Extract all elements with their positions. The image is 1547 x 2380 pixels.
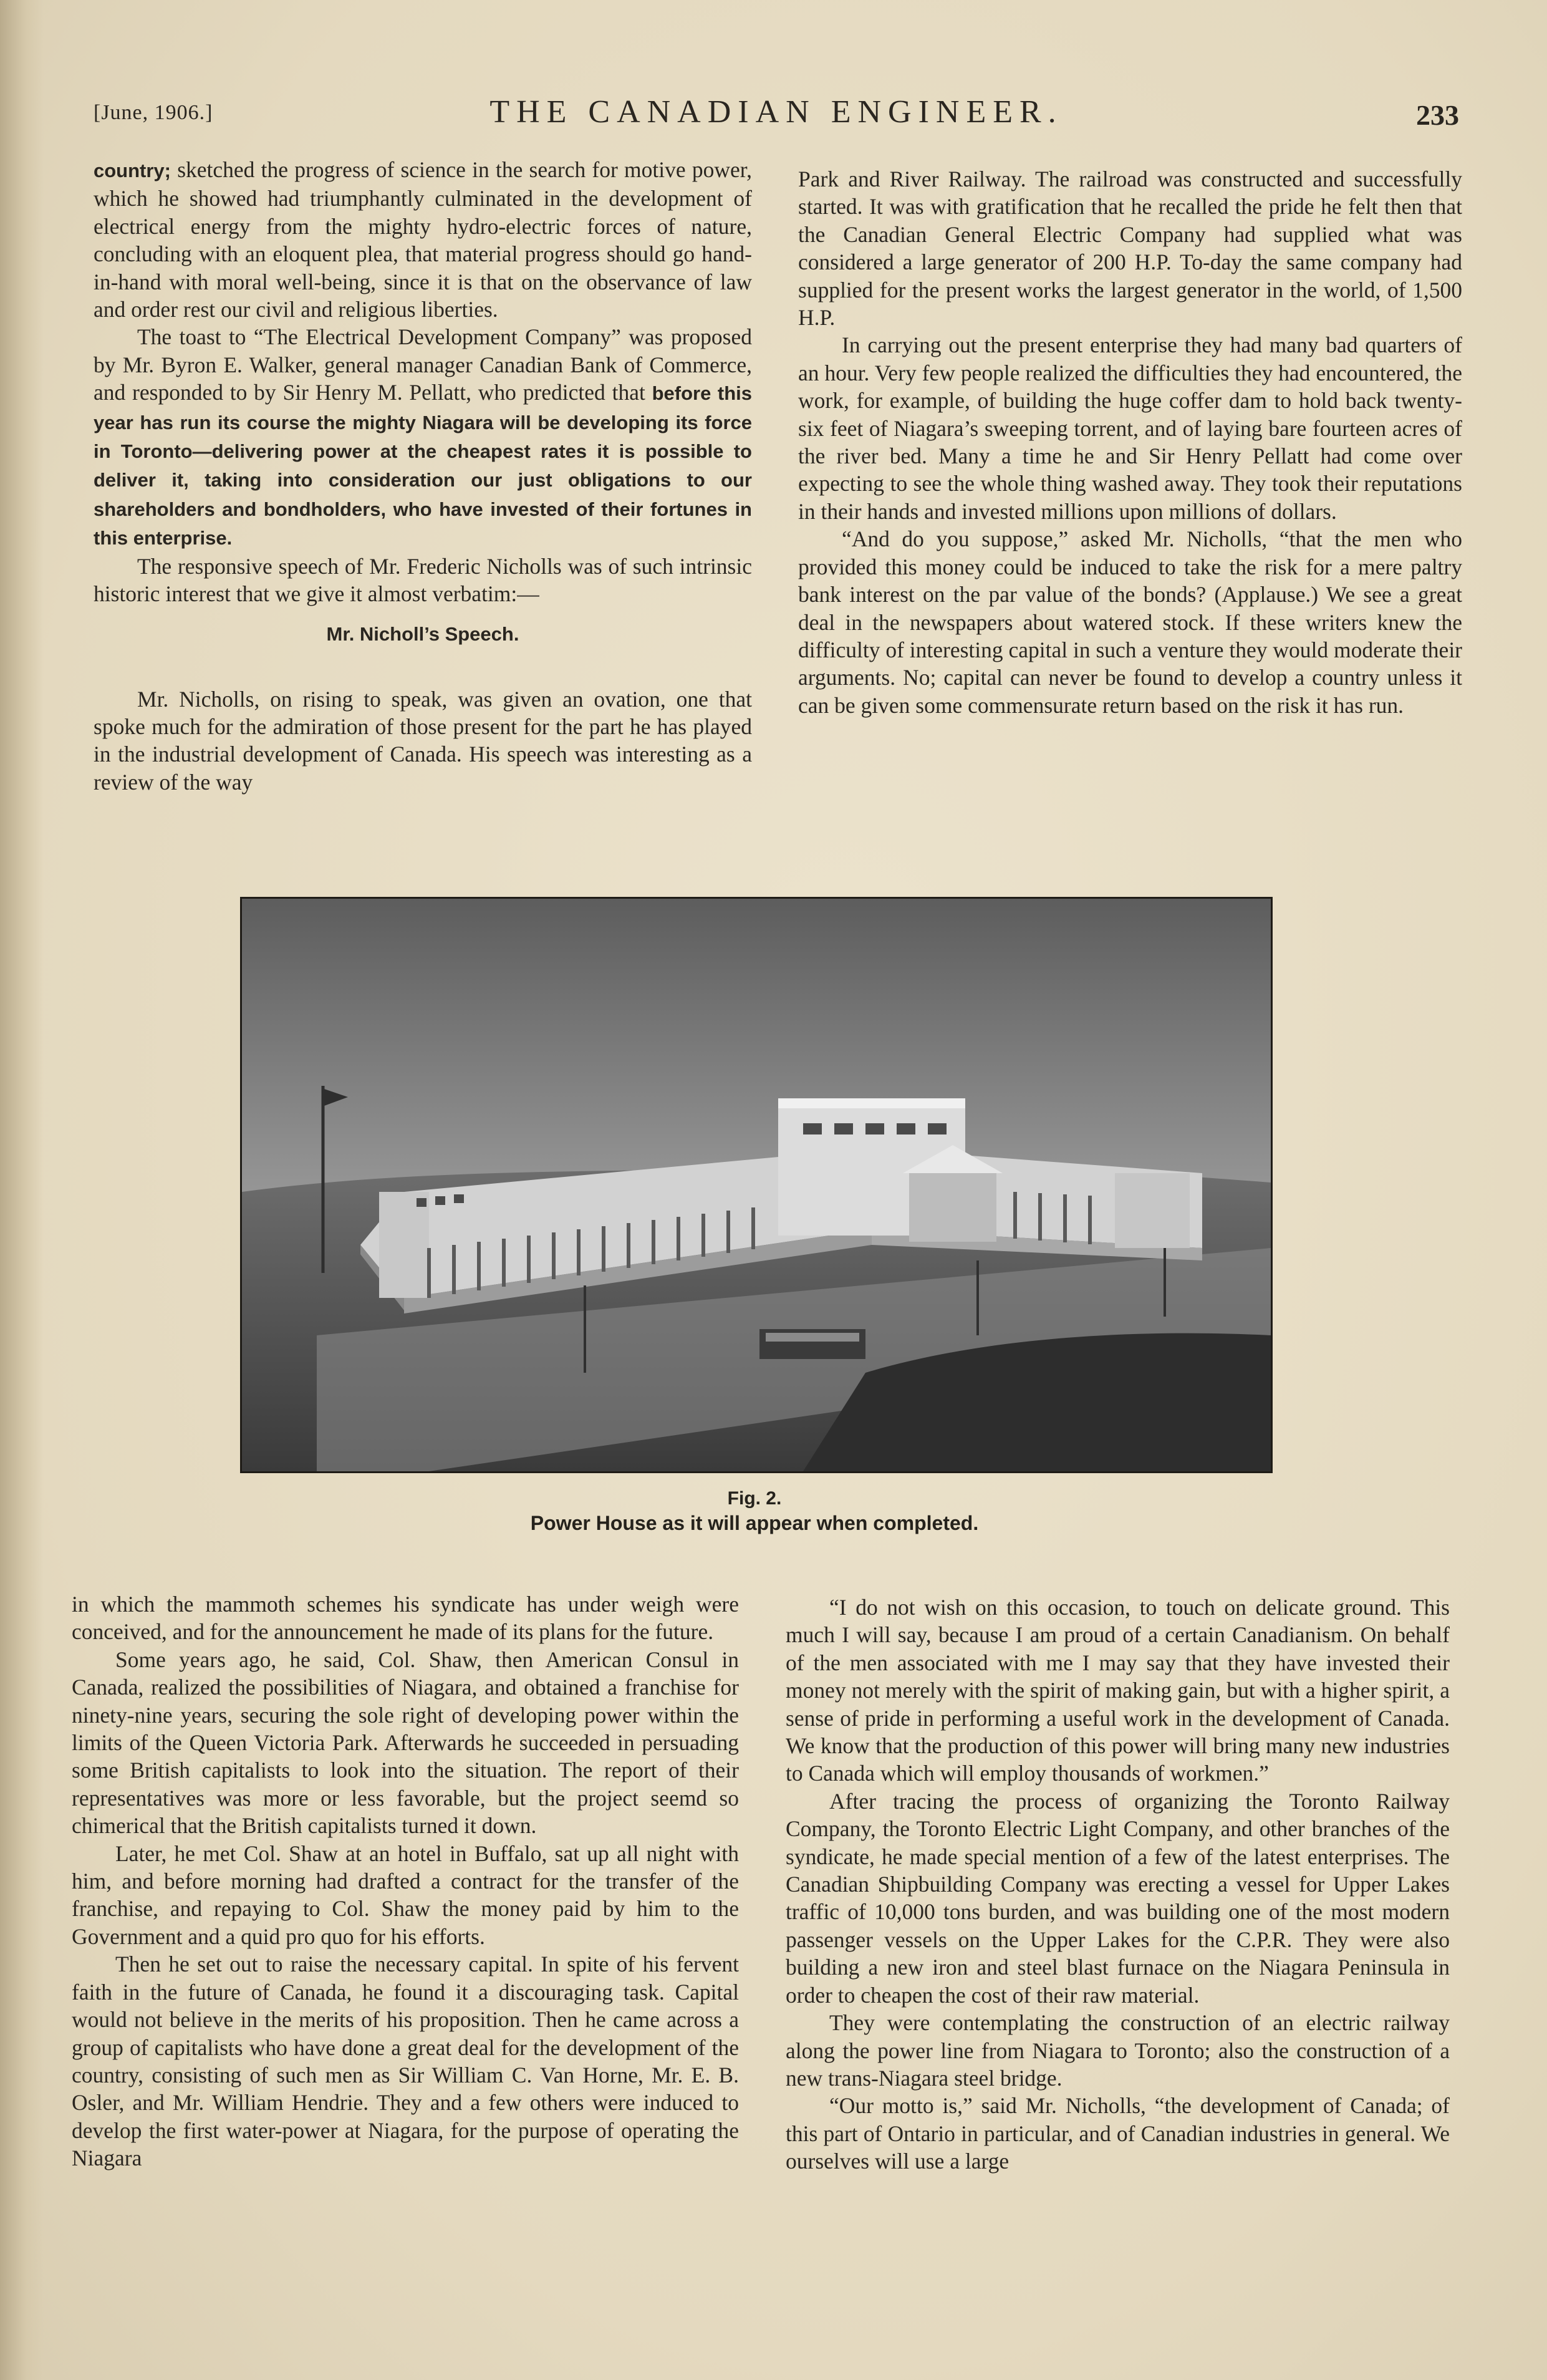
paragraph: Some years ago, he said, Col. Shaw, then American Consul in Canada, realized the possibilities of Niagara, and obtained a franchise for ninety-nine years, securing the sole right of developing power within the limits of the Queen Victoria Park. Afterwards he succeeded in persuading some British capitalists to look into the situation. The report of their representatives was more or less favorable, but the project seemd so chimerical that the British capitalists turned it down. xyxy=(72,1647,739,1839)
column-top-right xyxy=(798,165,1462,719)
page-number: 233 xyxy=(1416,99,1459,131)
running-header xyxy=(94,94,1459,137)
paragraph: Later, he met Col. Shaw at an hotel in Buffalo, sat up all night with him, and before morning had drafted a contract for the transfer of the franchise, and repaying to Col. Shaw the money paid by him to the Government and a quid pro quo for his efforts. xyxy=(72,1841,739,1949)
column-bottom-left xyxy=(72,1590,739,2172)
paragraph: In carrying out the present enterprise they had many bad quarters of an hour. Very few people realized the difficulties they had encountered, the work, for example, of building the huge coffer dam to hold back twenty-six feet of Niagara’s sweeping torrent, and of laying bare fourteen acres of the river bed. Many a time he and Sir Henry Pellatt had come over expecting to see the whole thing washed away. They took their reputations in their hands and invested millions upon millions of dollars. xyxy=(798,332,1462,524)
power-house-drawing xyxy=(242,899,1271,1471)
paragraph xyxy=(94,323,752,552)
section-heading: Mr. Nicholl’s Speech. xyxy=(326,622,519,645)
power-house-illustration xyxy=(240,897,1273,1473)
figure-caption: Power House as it will appear when completed. xyxy=(530,1512,979,1534)
paragraph xyxy=(94,685,752,796)
paragraph-text: The responsive speech of Mr. Frederic Nicholls was of such intrinsic historic interest that we give it almost verbatim:— xyxy=(94,553,752,607)
paragraph: “And do you suppose,” asked Mr. Nicholls, “that the men who provided this money could be induced to take the risk for a mere paltry bank interest on the par value of the bonds? (Applause.) We see a great deal in the newspapers about watered stock. If these writers knew the difficulty of interesting capital in such a venture they would moderate their arguments. No; capital can never be found to develop a country unless it can be given some commensurate return based on the risk it has run. xyxy=(798,526,1462,718)
paragraph: After tracing the process of organizing the Toronto Railway Company, the Toronto Electric Light Company, and other branches of the syndicate, he made special mention of a few of the latest enterprises. The Canadian Shipbuilding Company was erecting a vessel for Upper Lakes traffic of 10,000 tons burden, and was building one of the most modern passenger vessels on the Upper Lakes for the C.P.R. They were also building a new iron and steel blast furnace on the Niagara Peninsula in order to cheapen the cost of their raw material. xyxy=(786,1788,1450,2008)
paragraph: “Our motto is,” said Mr. Nicholls, “the development of Canada; of this part of Ontario in particular, and of Canadian industries in general. We ourselves will use a large xyxy=(786,2093,1450,2174)
paragraph: in which the mammoth schemes his syndicate has under weigh were conceived, and for the announcement he made of its plans for the future. xyxy=(72,1592,739,1645)
paragraph: They were contemplating the construction of an electric railway along the power line from Niagara to Toronto; also the construction of a new trans-Niagara steel bridge. xyxy=(786,2010,1450,2091)
issue-date: [June, 1906.] xyxy=(94,101,213,124)
journal-title: THE CANADIAN ENGINEER. xyxy=(489,94,1063,130)
paragraph: Then he set out to raise the necessary capital. In spite of his fervent faith in the future of Canada, he found it a discouraging task. Capital would not believe in the merits of his proposition. Then he came across a group of capitalists who have done a great deal for the development of the country, consisting of such men as Sir William C. Van Horne, Mr. E. B. Osler, and Mr. William Hendrie. They and a few others were induced to develop the first water-power at Niagara, for the purpose of operating the Niagara xyxy=(72,1952,739,2171)
bold-lead-word: country; xyxy=(94,160,171,181)
column-bottom-right xyxy=(786,1594,1450,2175)
bold-quote: before this year has run its course the mighty Niagara will be developing its force in Toronto—delivering power at the cheapest rates it is possible to deliver it, taking into consideration our just obligations to our shareholders and bondholders, who have invested of their fortunes in this enterprise. xyxy=(94,382,753,549)
paragraph xyxy=(94,156,752,323)
paragraph-text: sketched the progress of science in the search for motive power, which he showed had triumphantly culminated in the development of electrical energy from the mighty hydro-electric forces of nature, concluding with an eloquent plea, that material progress should go hand-in-hand with moral well-being, since it is that on the observance of law and order rest our civil and religious liberties. xyxy=(94,157,752,322)
paragraph-text: Mr. Nicholls, on rising to speak, was given an ovation, one that spoke much for the admiration of those present for the part he has played in the industrial development of Canada. His speech was interesting as a review of the way xyxy=(94,686,752,795)
figure-number: Fig. 2. xyxy=(727,1488,782,1509)
paragraph: “I do not wish on this occasion, to touch on delicate ground. This much I will say, because I am proud of a certain Canadianism. On behalf of the men associated with me I may say that they have invested their money not merely with the spirit of making gain, but with a higher spirit, a sense of pride in performing a useful work in the development of Canada. We know that the production of this power will bring many new industries to Canada which will employ thousands of workmen.” xyxy=(786,1595,1450,1786)
binding-shadow xyxy=(0,0,44,2380)
paragraph-text: The toast to “The Electrical Development Company” was proposed by Mr. Byron E. Walker, general manager Canadian Bank of Commerce, and responded to by Sir Henry M. Pellatt, who predicted that xyxy=(94,324,752,405)
paragraph: Park and River Railway. The railroad was constructed and successfully started. It was with gratification that he recalled the pride he felt then that the Canadian General Electric Company had supplied what was considered a large generator of 200 H.P. To-day the same company had supplied for the present works the largest generator in the world, of 1,500 H.P. xyxy=(798,167,1462,331)
column-top-left xyxy=(94,156,752,796)
streetcar xyxy=(759,1329,865,1359)
paragraph xyxy=(94,553,752,608)
